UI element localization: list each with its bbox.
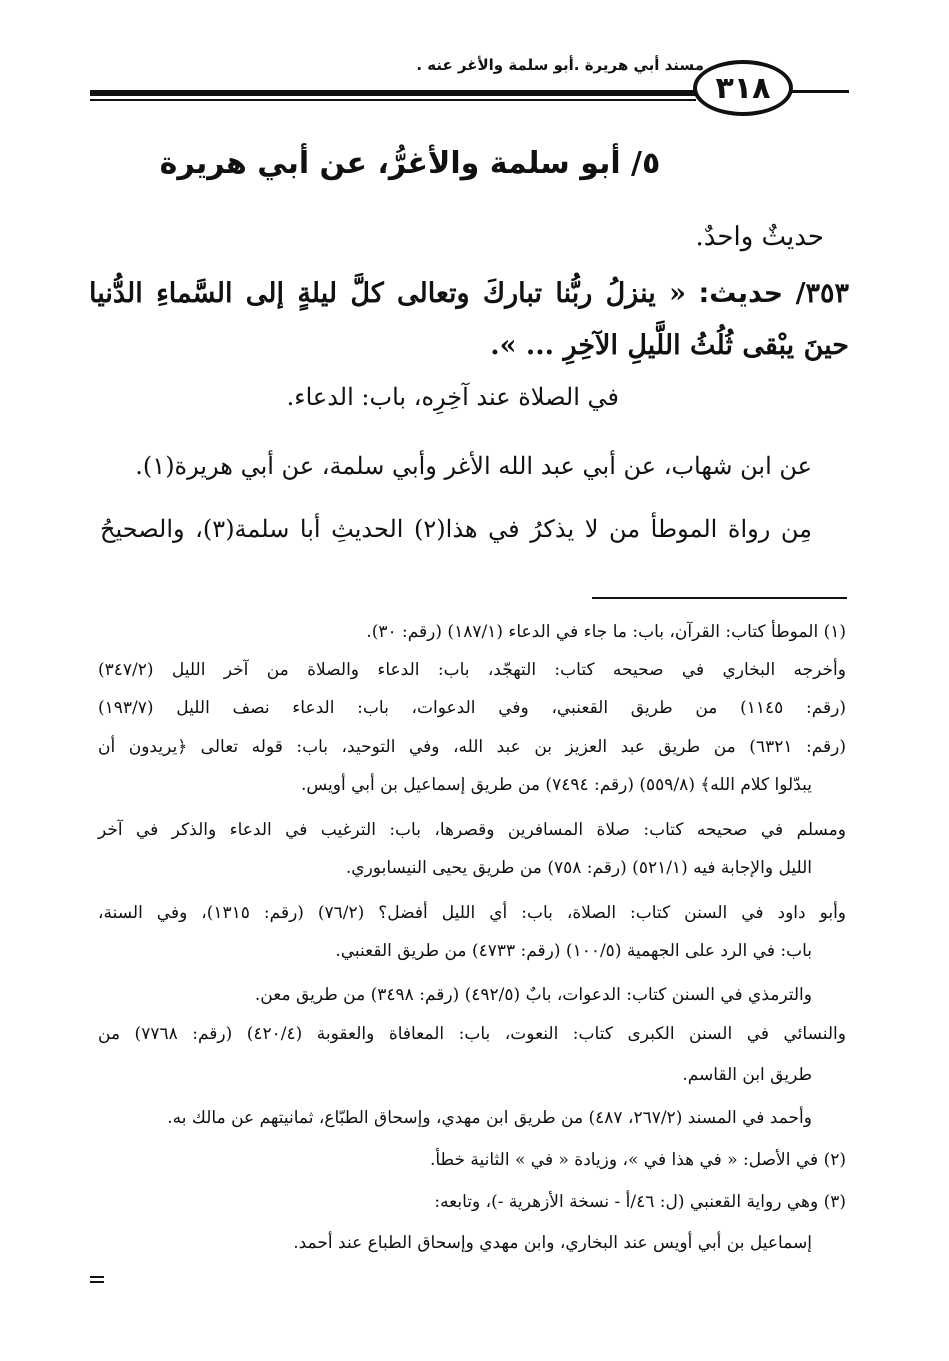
hadith-text-line1: « ينزلُ ربُّنا تباركَ وتعالى كلَّ ليلةٍ إلى السَّماءِ الدُّنيا <box>89 278 686 309</box>
body-line-2: عن ابن شهاب، عن أبي عبد الله الأغر وأبي سلمة، عن أبي هريرة(١). <box>135 452 812 480</box>
footnote-line: إسماعيل بن أبي أويس عند البخاري، وابن مهدي وإسحاق الطباع عند أحمد. <box>293 1233 812 1253</box>
hadith-line-1 <box>89 278 849 309</box>
footnote-line: (٢) في الأصل: « في هذا في »، وزيادة « في » الثانية خطأ. <box>429 1150 846 1170</box>
body-line-1: في الصلاة عند آخِرِه، باب: الدعاء. <box>286 383 619 411</box>
hadith-number: ٣٥٣/ <box>795 278 849 309</box>
running-title: مسند أبي هريرة .أبو سلمة والأغر عنه . <box>416 56 704 74</box>
footnote-line: يبدّلوا كلام الله﴾ (٥٥٩/٨) (رقم: ٧٤٩٤) من طريق إسماعيل بن أبي أويس. <box>300 775 812 795</box>
footnote-line: (١) الموطأ كتاب: القرآن، باب: ما جاء في الدعاء (١٨٧/١) (رقم: ٣٠). <box>366 622 846 642</box>
page-end-marker-bottom <box>90 1281 104 1283</box>
footnote-line: الليل والإجابة فيه (٥٢١/١) (رقم: ٧٥٨) من طريق يحيى النيسابوري. <box>345 858 812 878</box>
footnote-line: (٣) وهي رواية القعنبي (ل: ٤٦/أ - نسخة الأزهرية -)، وتابعه: <box>434 1192 846 1212</box>
footnote-line: (رقم: ١١٤٥) من طريق القعنبي، وفي الدعوات، باب: الدعاء نصف الليل (١٩٣/٧) <box>98 698 846 718</box>
footnote-line: والنسائي في السنن الكبرى كتاب: النعوت، باب: المعافاة والعقوبة (٤٢٠/٤) (رقم: ٧٧٦٨) من <box>98 1024 846 1044</box>
section-title: ٥/ أبو سلمة والأغرُّ، عن أبي هريرة <box>159 146 661 181</box>
header-rule-thick <box>90 90 696 96</box>
footnote-line: (رقم: ٦٣٢١) من طريق عبد العزيز بن عبد الله، وفي التوحيد، باب: قوله تعالى ﴿يريدون أن <box>98 737 847 757</box>
header-rule-right <box>791 90 849 93</box>
header-rule-thin <box>90 99 696 101</box>
footnote-line: وأحمد في المسند (٢٦٧/٢، ٤٨٧) من طريق ابن مهدي، وإسحاق الطبّاع، ثمانيتهم عن مالك به. <box>167 1108 812 1128</box>
hadith-label: حديث: <box>698 278 784 309</box>
footnote-separator <box>592 597 847 599</box>
footnote-line: ومسلم في صحيحه كتاب: صلاة المسافرين وقصرها، باب: الترغيب في الدعاء والذكر في آخر <box>98 820 846 840</box>
footnote-line: طريق ابن القاسم. <box>682 1065 812 1085</box>
hadith-text-line2: حينَ يبْقى ثُلُثُ اللَّيلِ الآخِرِ ... ». <box>490 330 849 361</box>
footnote-line: وأبو داود في السنن كتاب: الصلاة، باب: أي الليل أفضل؟ (٧٦/٢) (رقم: ١٣١٥)، وفي السنة، <box>98 903 847 923</box>
footnote-line: وأخرجه البخاري في صحيحه كتاب: التهجّد، باب: الدعاء والصلاة من آخر الليل (٣٤٧/٢) <box>98 660 846 680</box>
page-end-marker-top <box>90 1276 104 1278</box>
intro-text: حديثٌ واحدٌ. <box>695 222 824 252</box>
body-line-3: مِن رواة الموطأ من لا يذكرُ في هذا(٢) الحديثِ أبا سلمة(٣)، والصحيحُ <box>100 515 813 543</box>
page-number: ٣١٨ <box>693 60 793 116</box>
footnote-line: والترمذي في السنن كتاب: الدعوات، بابٌ (٤٩٢/٥) (رقم: ٣٤٩٨) من طريق معن. <box>254 985 812 1005</box>
footnote-line: باب: في الرد على الجهمية (١٠٠/٥) (رقم: ٤٧٣٣) من طريق القعنبي. <box>335 941 812 961</box>
